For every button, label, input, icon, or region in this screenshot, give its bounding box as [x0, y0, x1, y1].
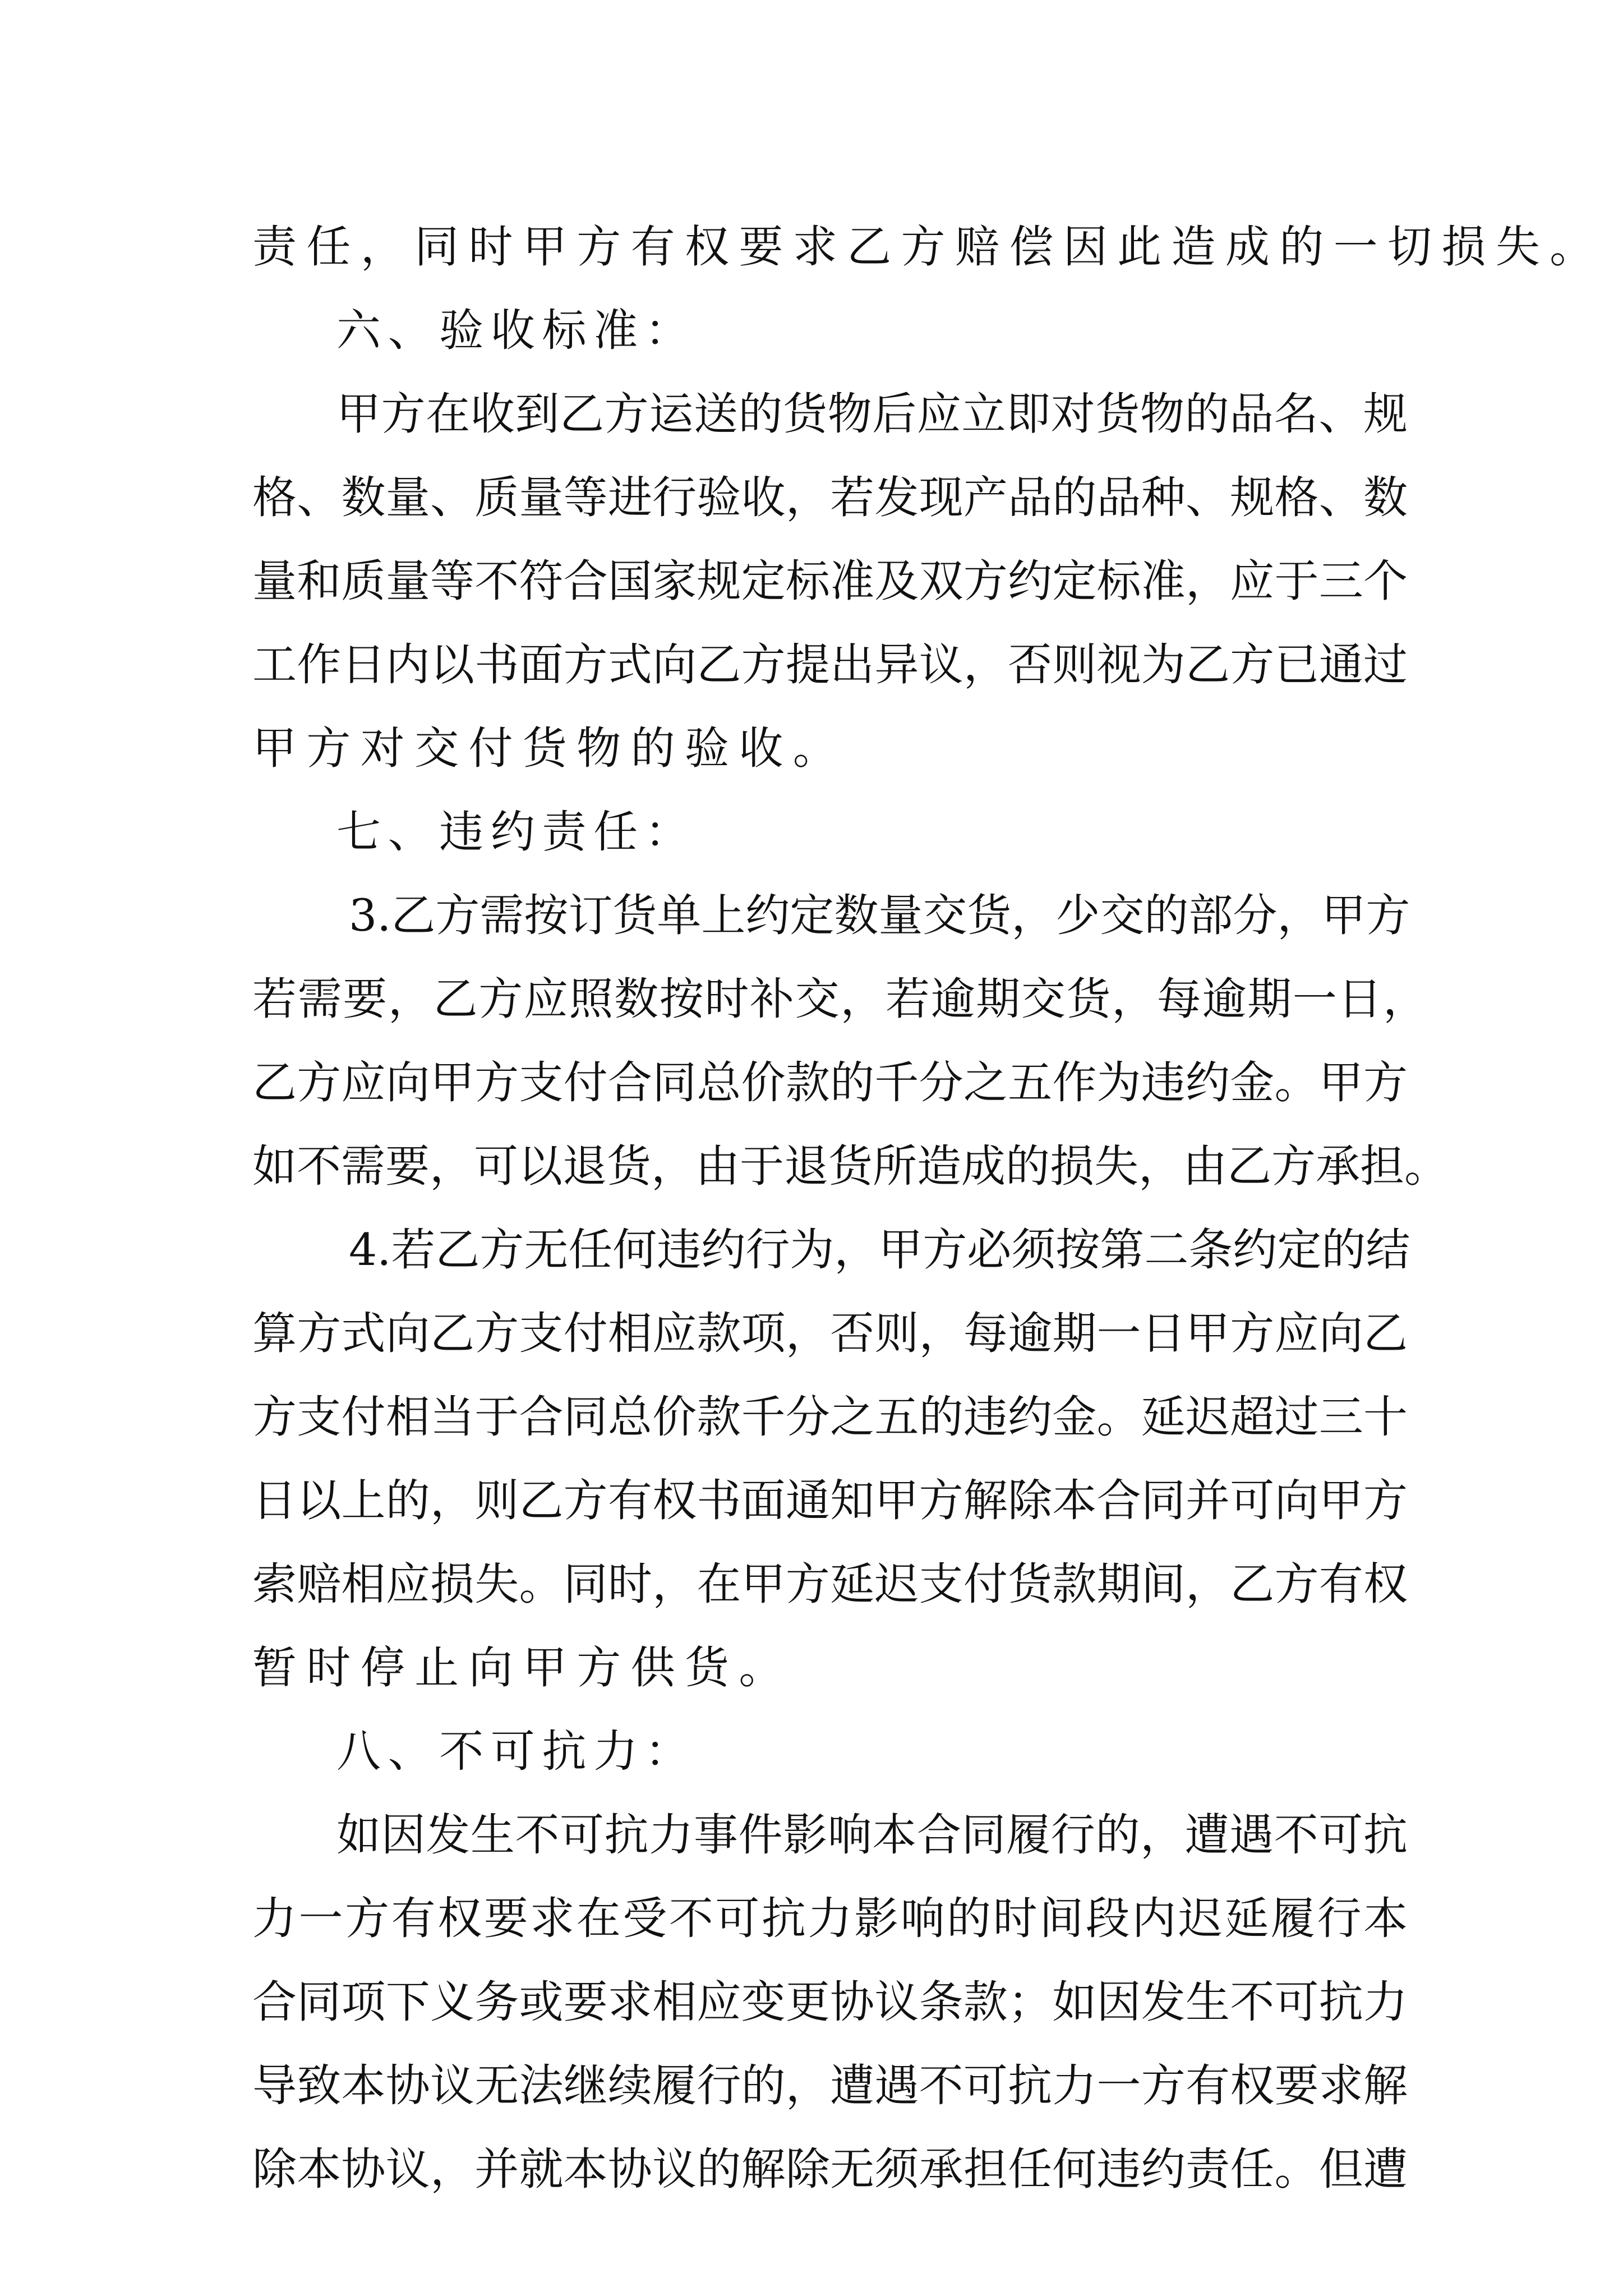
- paragraph-line: 工作日内以书面方式向乙方提出异议，否则视为乙方已通过: [252, 639, 1408, 691]
- clause-4-line: 方支付相当于合同总价款千分之五的违约金。延迟超过三十: [252, 1391, 1408, 1443]
- clause-3-line: 若需要，乙方应照数按时补交，若逾期交货，每逾期一日，: [252, 973, 1427, 1025]
- clause-3-line: 乙方应向甲方支付合同总价款的千分之五作为违约金。甲方: [252, 1057, 1408, 1108]
- paragraph-line: 甲方对交付货物的验收。: [252, 723, 847, 774]
- paragraph-line: 力一方有权要求在受不可抗力影响的时间段内迟延履行本: [252, 1893, 1408, 1944]
- clause-3-line: 如不需要，可以退货，由于退货所造成的损失，由乙方承担。: [252, 1140, 1449, 1192]
- clause-4-line: 4.若乙方无任何违约行为，甲方必须按第二条约定的结: [349, 1224, 1410, 1276]
- paragraph-line: 甲方在收到乙方运送的货物后应立即对货物的品名、规: [336, 388, 1408, 440]
- section-heading-breach-liability: 七、违约责任：: [336, 806, 697, 858]
- paragraph-line: 量和质量等不符合国家规定标准及双方约定标准，应于三个: [252, 555, 1408, 607]
- section-heading-acceptance: 六、验收标准：: [336, 305, 697, 356]
- text-line-liability-continued: 责任，同时甲方有权要求乙方赔偿因此造成的一切损失。: [252, 221, 1604, 273]
- clause-4-line: 算方式向乙方支付相应款项，否则，每逾期一日甲方应向乙: [252, 1308, 1408, 1359]
- paragraph-line: 格、数量、质量等进行验收，若发现产品的品种、规格、数: [252, 472, 1408, 523]
- clause-3-line: 3.乙方需按订货单上约定数量交货，少交的部分，甲方: [349, 890, 1410, 941]
- clause-4-line: 日以上的，则乙方有权书面通知甲方解除本合同并可向甲方: [252, 1475, 1408, 1526]
- paragraph-line: 除本协议，并就本协议的解除无须承担任何违约责任。但遭: [252, 2143, 1408, 2195]
- clause-4-line: 暂时停止向甲方供货。: [252, 1642, 793, 1694]
- paragraph-line: 合同项下义务或要求相应变更协议条款；如因发生不可抗力: [252, 1976, 1408, 2028]
- paragraph-line: 导致本协议无法继续履行的，遭遇不可抗力一方有权要求解: [252, 2060, 1408, 2111]
- clause-4-line: 索赔相应损失。同时，在甲方延迟支付货款期间，乙方有权: [252, 1558, 1408, 1610]
- section-heading-force-majeure: 八、不可抗力：: [336, 1726, 697, 1777]
- paragraph-line: 如因发生不可抗力事件影响本合同履行的，遭遇不可抗: [336, 1809, 1408, 1861]
